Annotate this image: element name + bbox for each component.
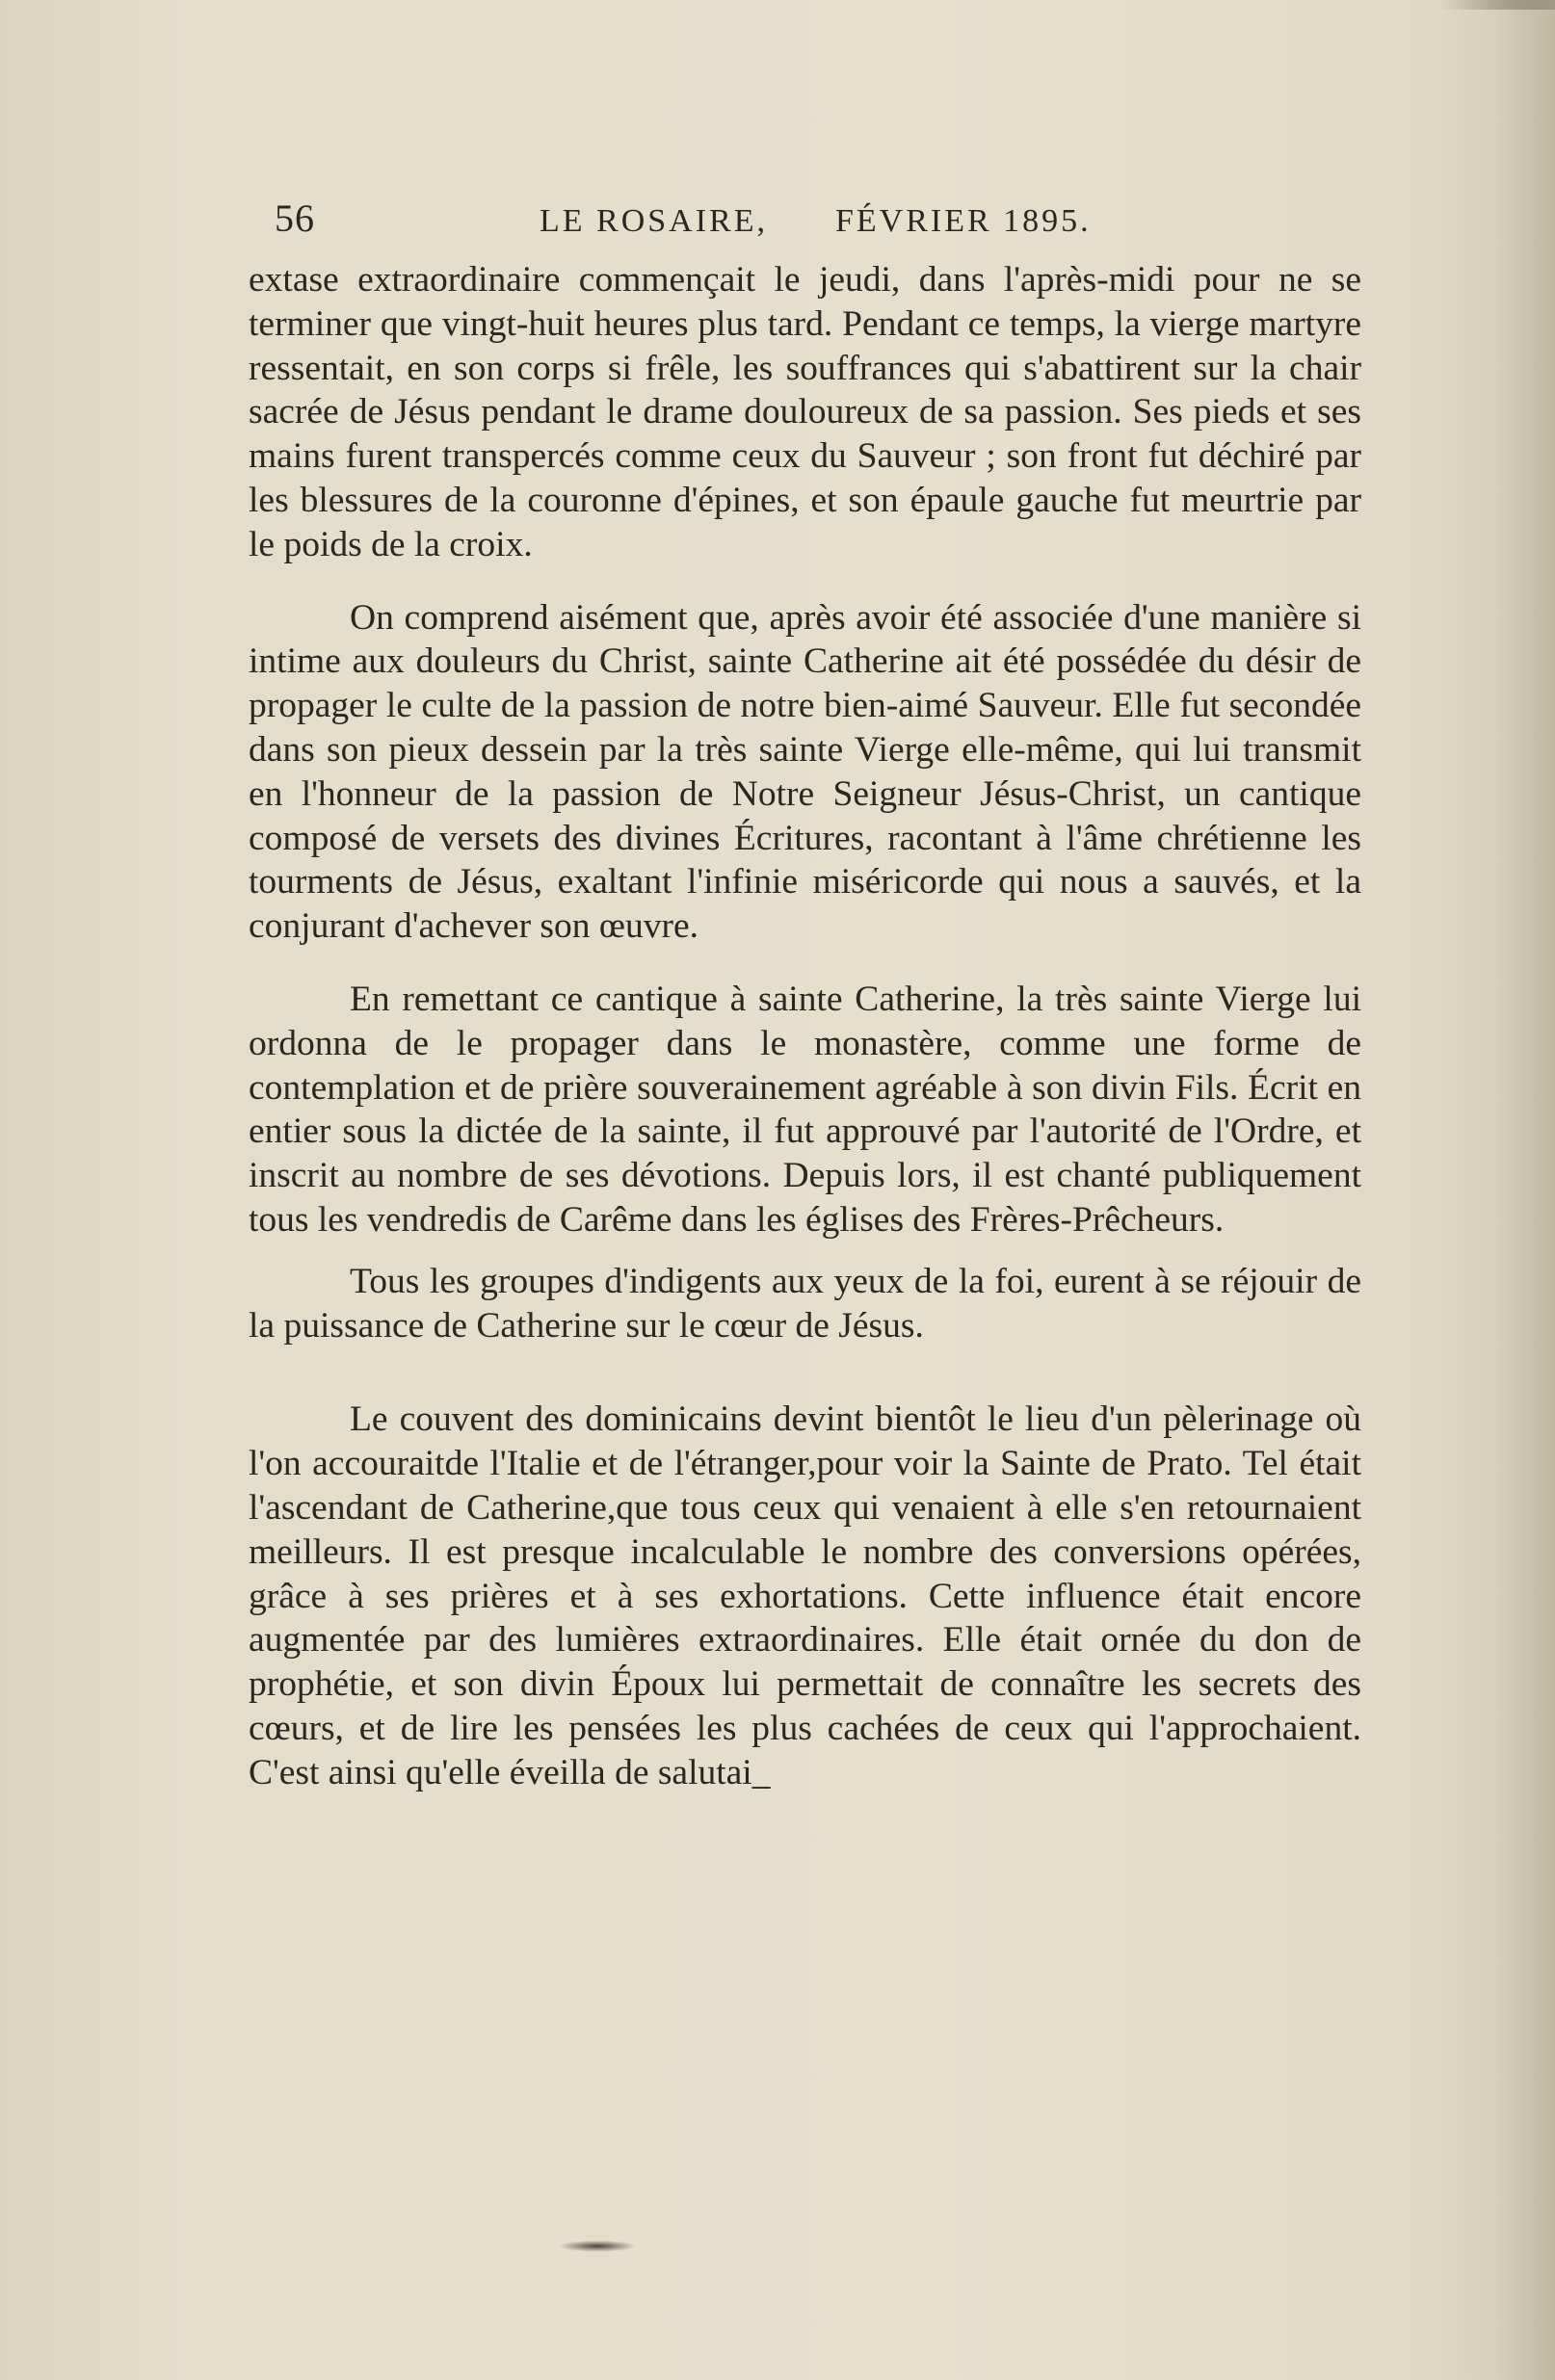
running-date: FÉVRIER 1895. [835,203,1092,239]
paragraph: extase extraordinaire commençait le jeudi, dans l'après-midi pour ne se terminer que vingt-huit heures plus tard. Pendant ce temps, la vierge martyre ressentait, en son corps si frêle, les souffrances qui s'abattirent sur la chair sacrée de Jésus pendant le drame douloureux de sa passion. Ses pieds et ses mains furent transpercés comme ceux du Sauveur ; son front fut déchiré par les blessures de la couronne d'épines, et son épaule gauche fut meurtrie par le poids de la croix. [249,260,1361,564]
page-number: 56 [275,196,315,240]
paragraph: Tous les groupes d'indigents aux yeux de la foi, eurent à se réjouir de la puissance de Catherine sur le cœur de Jésus. [249,1261,1361,1346]
ink-mark [559,2240,636,2252]
page-gutter-shadow [1497,0,1555,2380]
paragraph: Le couvent des dominicains devint bientôt le lieu d'un pèlerinage où l'on accouraitde l'Italie et de l'étranger,pour voir la Sainte de Prato. Tel était l'ascendant de Catherine,que tous ceux qui venaient à elle s'en retournaient meilleurs. Il est presque incalculable le nombre des conversions opérées, grâce à ses prières et à ses exhortations. Cette influence était encore augmentée par des lumières extraordinaires. Elle était ornée du don de prophétie, et son divin Époux lui permettait de connaître les secrets des cœurs, et de lire les pensées les plus cachées de ceux qui l'approchaient. C'est ainsi qu'elle éveilla de salutai_ [249,1399,1361,1792]
paragraph: En remettant ce cantique à sainte Catherine, la très sainte Vierge lui ordonna de le propager dans le monastère, comme une forme de contemplation et de prière souverainement agréable à son divin Fils. Écrit en entier sous la dictée de la sainte, il fut approuvé par l'autorité de l'Ordre, et inscrit au nombre de ses dévotions. Depuis lors, il est chanté publiquement tous les vendredis de Carême dans les églises des Frères-Prêcheurs. [249,979,1361,1240]
running-title: LE ROSAIRE, [540,203,768,239]
running-header [275,196,1142,253]
paragraph: On comprend aisément que, après avoir été associée d'une manière si intime aux douleurs du Christ, sainte Catherine ait été possédée du désir de propager le culte de la passion de notre bien-aimé Sauveur. Elle fut secondée dans son pieux dessein par la très sainte Vierge elle-même, qui lui transmit en l'honneur de la passion de Notre Seigneur Jésus-Christ, un cantique composé de versets des divines Écritures, racontant à l'âme chrétienne les tourments de Jésus, exaltant l'infinie miséricorde qui nous a sauvés, et la conjurant d'achever son œuvre. [249,597,1361,947]
body-text [249,258,1361,1795]
